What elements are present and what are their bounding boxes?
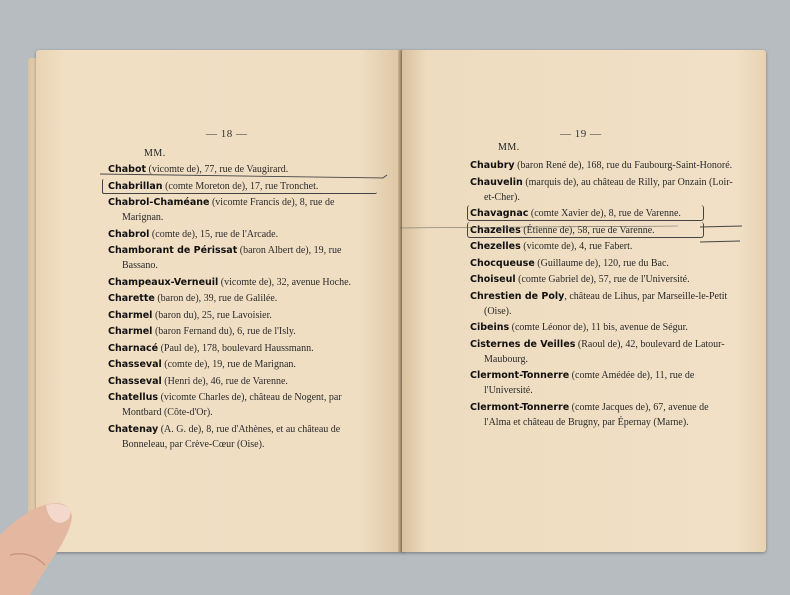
- entry-details: (baron René de), 168, rue du Faubourg-Saint-Honoré.: [514, 160, 733, 171]
- entry-details: (comte Léonor de), 11 bis, avenue de Ségur.: [509, 322, 688, 333]
- entry-details: (vicomte de), 32, avenue Hoche.: [218, 276, 352, 288]
- entry-name: Chavagnac: [470, 208, 529, 219]
- entry-details: (Guillaume de), 120, rue du Bac.: [534, 257, 669, 269]
- entry-name: Chocqueuse: [470, 257, 535, 269]
- entry-details: (comte Amédée de), 11, rue de l'Université.: [484, 370, 695, 396]
- directory-entry: [470, 337, 735, 367]
- directory-entry: [108, 324, 378, 339]
- directory-entry: [108, 357, 378, 372]
- entry-details: (comte de), 15, rue de l'Arcade.: [149, 228, 279, 240]
- right-page-number: — 19 —: [560, 128, 602, 140]
- entry-name: Cibeins: [470, 322, 510, 333]
- left-page-number: — 18 —: [206, 128, 248, 140]
- entry-name: Chabot: [108, 164, 147, 175]
- directory-entry: [108, 275, 378, 290]
- entry-name: Cisternes de Veilles: [470, 338, 576, 350]
- entry-name: Chrestien de Poly: [470, 290, 565, 302]
- entry-name: Chasseval: [108, 359, 162, 370]
- entry-details: (comte Moreton de), 17, rue Tronchet.: [162, 180, 319, 192]
- directory-entry: [470, 400, 735, 430]
- entry-name: Charette: [108, 293, 155, 304]
- right-entries-list: [470, 158, 735, 431]
- directory-entry: [470, 272, 735, 287]
- entry-name: Chezelles: [470, 241, 521, 252]
- entry-name: Chatellus: [108, 392, 159, 403]
- directory-entry: [108, 195, 378, 225]
- entry-name: Chatenay: [108, 423, 159, 435]
- entry-details: (baron du), 25, rue Lavoisier.: [152, 309, 272, 321]
- entry-details: , château de Lihus, par Marseille-le-Petit (Oise).: [484, 290, 728, 317]
- directory-entry: [108, 291, 378, 306]
- entry-details: (comte Gabriel de), 57, rue de l'Université.: [515, 274, 690, 285]
- directory-entry: [108, 390, 378, 420]
- directory-entry: [108, 179, 378, 194]
- left-page-heading: MM.: [144, 148, 166, 159]
- directory-entry: [108, 243, 378, 273]
- entry-details: (vicomte Francis de), 8, rue de Marignan.: [122, 197, 335, 223]
- entry-name: Choiseul: [470, 274, 516, 285]
- directory-entry: [108, 227, 378, 242]
- entry-name: Clermont-Tonnerre: [470, 370, 570, 381]
- entry-details: (comte Xavier de), 8, rue de Varenne.: [528, 208, 681, 219]
- entry-details: (vicomte de), 4, rue Fabert.: [520, 241, 633, 252]
- directory-entry: [470, 239, 735, 254]
- directory-entry: [108, 162, 378, 177]
- entry-details: (comte de), 19, rue de Marignan.: [161, 359, 296, 370]
- directory-entry: [470, 175, 735, 205]
- entry-name: Charnacé: [108, 342, 159, 354]
- entry-name: Chazelles: [470, 224, 521, 236]
- entry-name: Chamborant de Périssat: [108, 245, 238, 256]
- directory-entry: [470, 320, 735, 335]
- entry-name: Chauvelin: [470, 176, 523, 188]
- entry-details: (Henri de), 46, rue de Varenne.: [161, 375, 288, 387]
- entry-name: Chasseval: [108, 375, 162, 387]
- directory-entry: [108, 308, 378, 323]
- entry-name: Charmel: [108, 326, 153, 337]
- entry-name: Champeaux-Verneuil: [108, 276, 219, 288]
- entry-name: Charmel: [108, 309, 153, 321]
- directory-entry: [470, 206, 735, 221]
- right-page-heading: MM.: [498, 142, 520, 153]
- entry-details: (comte Jacques de), 67, avenue de l'Alma et château de Brugny, par Épernay (Marne).: [484, 401, 709, 428]
- entry-details: (vicomte de), 77, rue de Vaugirard.: [146, 164, 289, 175]
- right-page: [402, 50, 766, 552]
- entry-details: (baron Albert de), 19, rue Bassano.: [122, 245, 342, 271]
- open-book: [28, 50, 768, 552]
- entry-name: Chabrol-Chaméane: [108, 197, 210, 208]
- directory-entry: [470, 256, 735, 271]
- directory-entry: [108, 341, 378, 356]
- entry-details: (Raoul de), 42, boulevard de Latour-Maubourg.: [484, 338, 725, 365]
- directory-entry: [108, 422, 378, 452]
- entry-details: (baron de), 39, rue de Galilée.: [154, 293, 278, 304]
- entry-details: (vicomte Charles de), château de Nogent, par Montbard (Côte-d'Or).: [122, 392, 342, 418]
- left-page: [36, 50, 404, 552]
- entry-name: Chaubry: [470, 160, 515, 171]
- entry-details: (Étienne de), 58, rue de Varenne.: [520, 224, 655, 236]
- finger-holding-book: [0, 495, 90, 595]
- entry-name: Chabrillan: [108, 180, 163, 192]
- directory-entry: [470, 289, 735, 319]
- directory-entry: [108, 374, 378, 389]
- entry-details: (baron Fernand du), 6, rue de l'Isly.: [152, 326, 296, 337]
- directory-entry: [470, 158, 735, 173]
- entry-name: Clermont-Tonnerre: [470, 401, 570, 413]
- entry-details: (A. G. de), 8, rue d'Athènes, et au château de Bonneleau, par Crève-Cœur (Oise).: [122, 423, 341, 450]
- left-entries-list: [108, 162, 378, 453]
- directory-entry: [470, 223, 735, 238]
- entry-name: Chabrol: [108, 228, 150, 240]
- entry-details: (Paul de), 178, boulevard Haussmann.: [158, 342, 314, 354]
- directory-entry: [470, 368, 735, 398]
- entry-details: (marquis de), au château de Rilly, par Onzain (Loir-et-Cher).: [484, 176, 733, 203]
